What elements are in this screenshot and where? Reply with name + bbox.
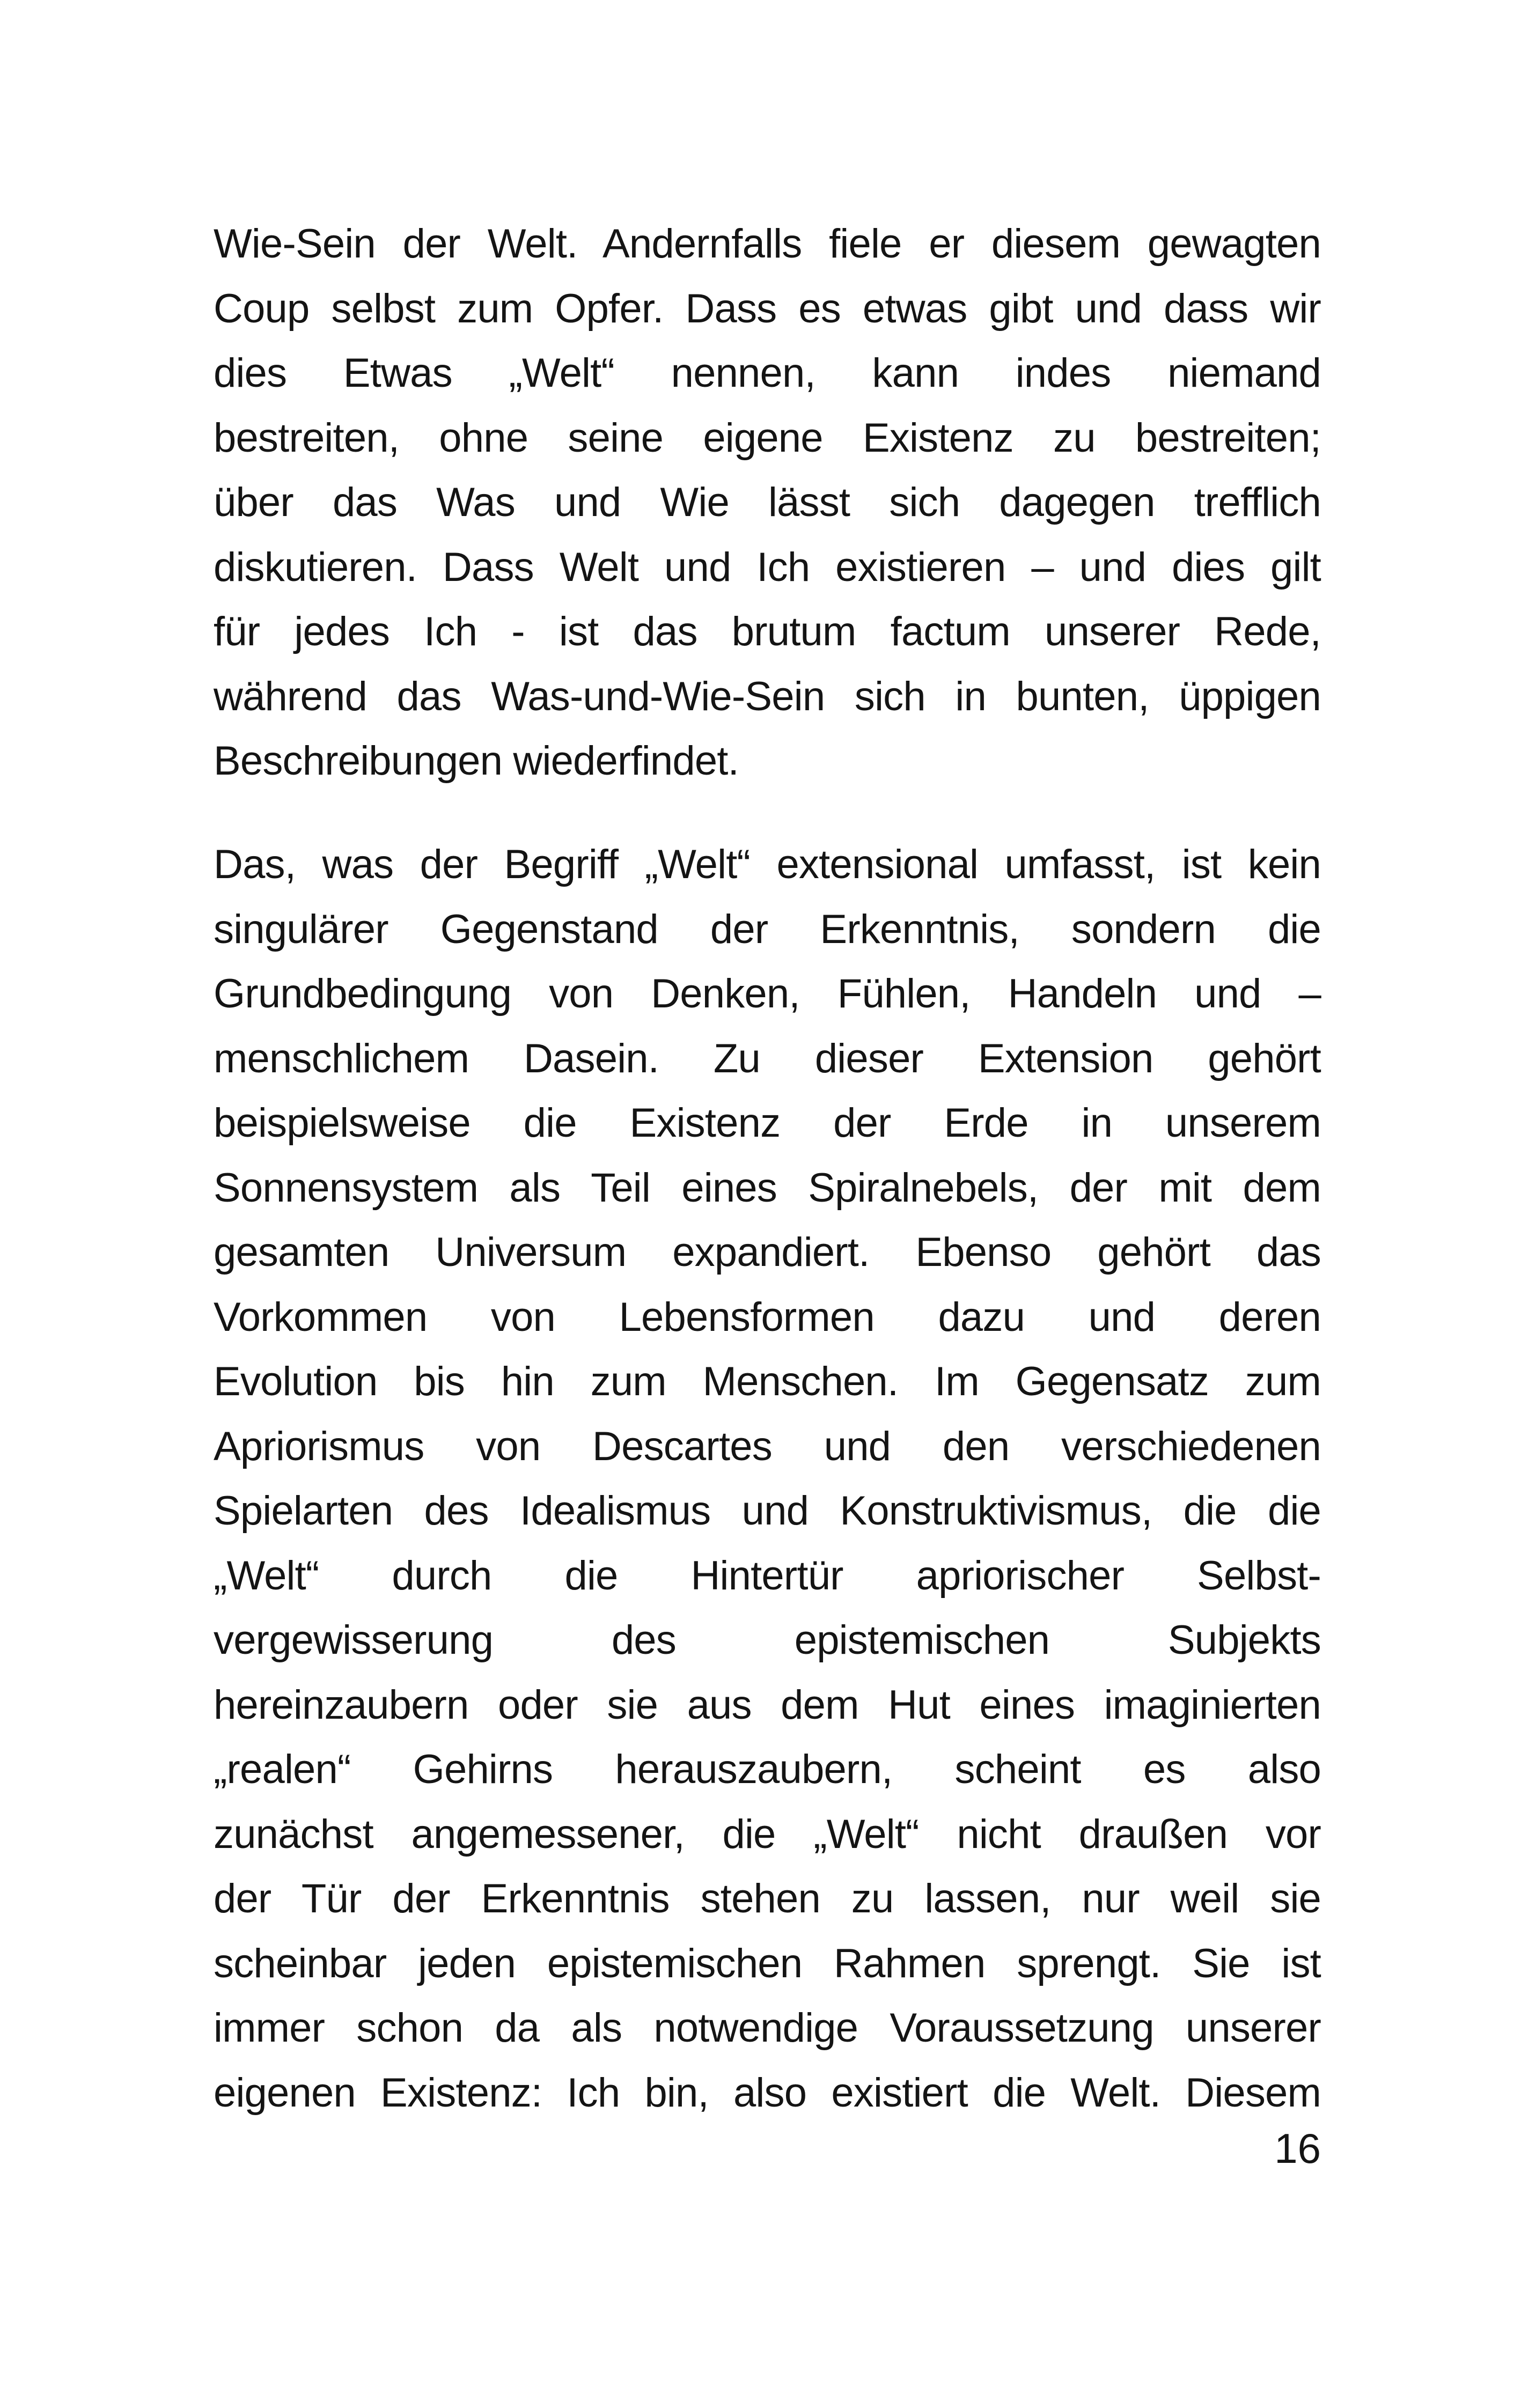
text-line: Grundbedingung von Denken, Fühlen, Handeln und –	[214, 971, 1321, 1017]
text-line: „Welt“ durch die Hintertür apriorischer Selbst-	[214, 1552, 1321, 1599]
text-line: scheinbar jeden epistemischen Rahmen sprengt. Sie ist	[214, 1940, 1321, 1986]
page-number: 16	[1274, 2125, 1321, 2172]
text-line: menschlichem Dasein. Zu dieser Extension gehört	[214, 1035, 1321, 1081]
text-line: Beschreibungen wiederfindet.	[214, 738, 739, 784]
text-line: der Tür der Erkenntnis stehen zu lassen, nur weil sie	[214, 1876, 1321, 1921]
text-line: singulärer Gegenstand der Erkenntnis, sondern die	[214, 906, 1321, 952]
text-line: hereinzaubern oder sie aus dem Hut eines imaginierten	[214, 1682, 1321, 1728]
text-line: bestreiten, ohne seine eigene Existenz zu bestreiten;	[214, 415, 1321, 461]
text-line: Wie-Sein der Welt. Andernfalls fiele er diesem gewagten	[214, 221, 1321, 267]
text-line: Coup selbst zum Opfer. Dass es etwas gibt und dass wir	[214, 285, 1321, 332]
text-line: „realen“ Gehirns herauszaubern, scheint es also	[214, 1747, 1321, 1792]
text-line: Sonnensystem als Teil eines Spiralnebels, der mit dem	[214, 1165, 1321, 1211]
text-line: eigenen Existenz: Ich bin, also existiert die Welt. Diesem	[214, 2070, 1321, 2116]
text-line: vergewisserung des epistemischen Subjekts	[214, 1617, 1321, 1663]
text-line: Vorkommen von Lebensformen dazu und deren	[214, 1294, 1321, 1340]
text-line: Apriorismus von Descartes und den verschiedenen	[214, 1423, 1321, 1469]
text-line: während das Was-und-Wie-Sein sich in bunten, üppigen	[214, 673, 1321, 719]
text-line: für jedes Ich - ist das brutum factum unserer Rede,	[214, 609, 1321, 654]
text-line: immer schon da als notwendige Voraussetzung unserer	[214, 2005, 1321, 2051]
text-line: zunächst angemessener, die „Welt“ nicht draußen vor	[214, 1811, 1321, 1857]
text-line: gesamten Universum expandiert. Ebenso gehört das	[214, 1229, 1321, 1275]
text-line: Evolution bis hin zum Menschen. Im Gegensatz zum	[214, 1359, 1321, 1404]
text-line: diskutieren. Dass Welt und Ich existieren – und dies gilt	[214, 544, 1321, 590]
text-line: über das Was und Wie lässt sich dagegen trefflich	[214, 480, 1321, 525]
text-line: beispielsweise die Existenz der Erde in unserem	[214, 1100, 1321, 1146]
paragraph-1	[214, 212, 1321, 794]
paragraph-2	[214, 833, 1321, 2125]
text-line: Spielarten des Idealismus und Konstruktivismus, die die	[214, 1488, 1321, 1534]
text-line: dies Etwas „Welt“ nennen, kann indes niemand	[214, 350, 1321, 396]
text-line: Das, was der Begriff „Welt“ extensional umfasst, ist kein	[214, 842, 1321, 887]
